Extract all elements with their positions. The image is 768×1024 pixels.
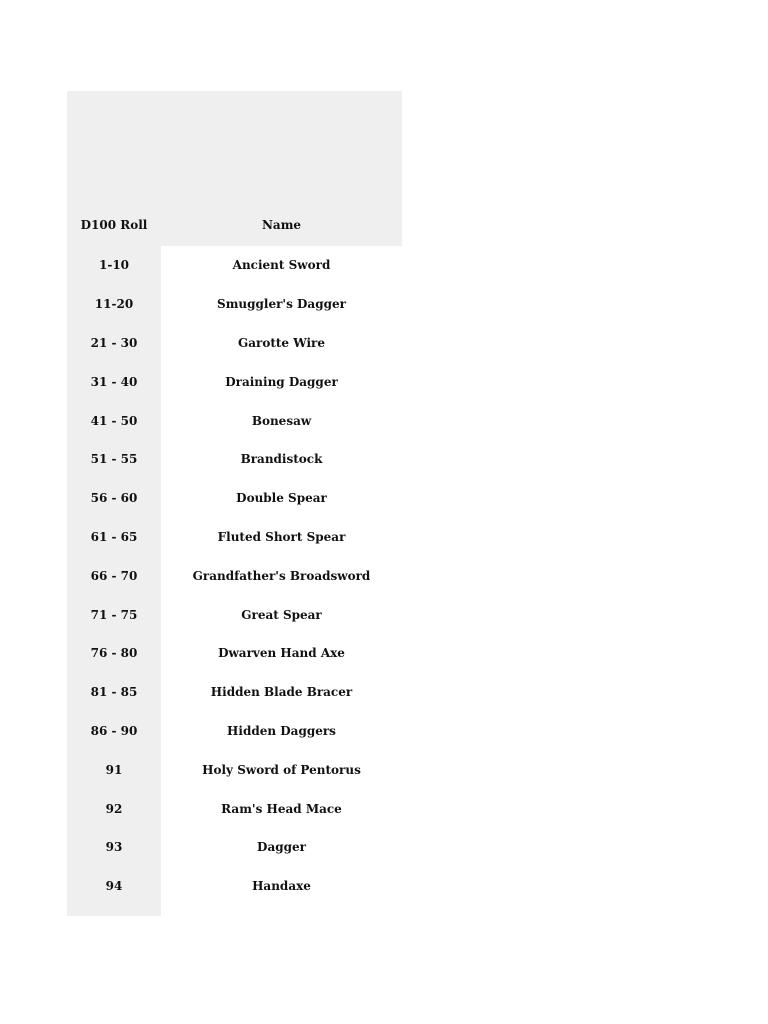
table-row <box>67 750 402 789</box>
table-row <box>67 595 402 634</box>
roll-range-cell: 1-10 <box>67 246 161 285</box>
roll-range-cell: 66 - 70 <box>67 556 161 595</box>
roll-range-cell: 56 - 60 <box>67 479 161 518</box>
weapon-name-cell: Draining Dagger <box>225 374 338 389</box>
table-row <box>67 479 402 518</box>
table-row <box>67 867 402 906</box>
weapon-name-cell: Grandfather's Broadsword <box>192 568 371 583</box>
weapon-name-cell: Great Spear <box>241 607 322 622</box>
weapon-name-cell: Dagger <box>257 840 306 855</box>
roll-range-cell: 93 <box>67 828 161 867</box>
roll-range-cell: 71 - 75 <box>67 595 161 634</box>
table-row <box>67 673 402 712</box>
roll-range-cell: 21 - 30 <box>67 324 161 363</box>
roll-range-cell: 76 - 80 <box>67 634 161 673</box>
roll-range-cell: 41 - 50 <box>67 401 161 440</box>
table-row <box>67 634 402 673</box>
table-header <box>67 91 402 246</box>
weapon-name-cell: Ram's Head Mace <box>221 801 342 816</box>
table-row <box>67 246 402 285</box>
table-row <box>67 401 402 440</box>
weapon-name-cell: Fluted Short Spear <box>217 529 346 544</box>
table-row <box>67 712 402 751</box>
weapon-name-cell: Ancient Sword <box>232 258 331 273</box>
weapon-roll-table <box>67 91 402 916</box>
roll-range-cell: 51 - 55 <box>67 440 161 479</box>
weapon-name-cell: Handaxe <box>252 879 311 894</box>
weapon-name-cell: Garotte Wire <box>237 335 326 350</box>
table-row <box>67 789 402 828</box>
roll-range-cell: 92 <box>67 789 161 828</box>
roll-column-footer <box>67 906 161 916</box>
weapon-name-cell: Holy Sword of Pentorus <box>202 762 361 777</box>
roll-range-cell: 81 - 85 <box>67 673 161 712</box>
roll-range-cell: 11-20 <box>67 285 161 324</box>
table-row <box>67 362 402 401</box>
roll-range-cell: 61 - 65 <box>67 518 161 557</box>
header-name: Name <box>261 218 302 232</box>
table-row <box>67 828 402 867</box>
table-row <box>67 556 402 595</box>
weapon-name-cell: Brandistock <box>240 452 323 467</box>
weapon-name-cell: Hidden Daggers <box>227 723 336 738</box>
weapon-name-cell: Bonesaw <box>251 413 312 428</box>
header-d100-roll: D100 Roll <box>80 218 148 232</box>
weapon-name-cell: Hidden Blade Bracer <box>210 685 353 700</box>
table-row <box>67 440 402 479</box>
roll-range-cell: 94 <box>67 867 161 906</box>
table-row <box>67 324 402 363</box>
weapon-name-cell: Dwarven Hand Axe <box>218 646 345 661</box>
roll-range-cell: 91 <box>67 750 161 789</box>
roll-range-cell: 86 - 90 <box>67 712 161 751</box>
roll-range-cell: 31 - 40 <box>67 362 161 401</box>
weapon-name-cell: Smuggler's Dagger <box>217 297 346 312</box>
weapon-name-cell: Double Spear <box>236 491 327 506</box>
table-row <box>67 518 402 557</box>
table-body <box>67 246 402 906</box>
table-row <box>67 285 402 324</box>
